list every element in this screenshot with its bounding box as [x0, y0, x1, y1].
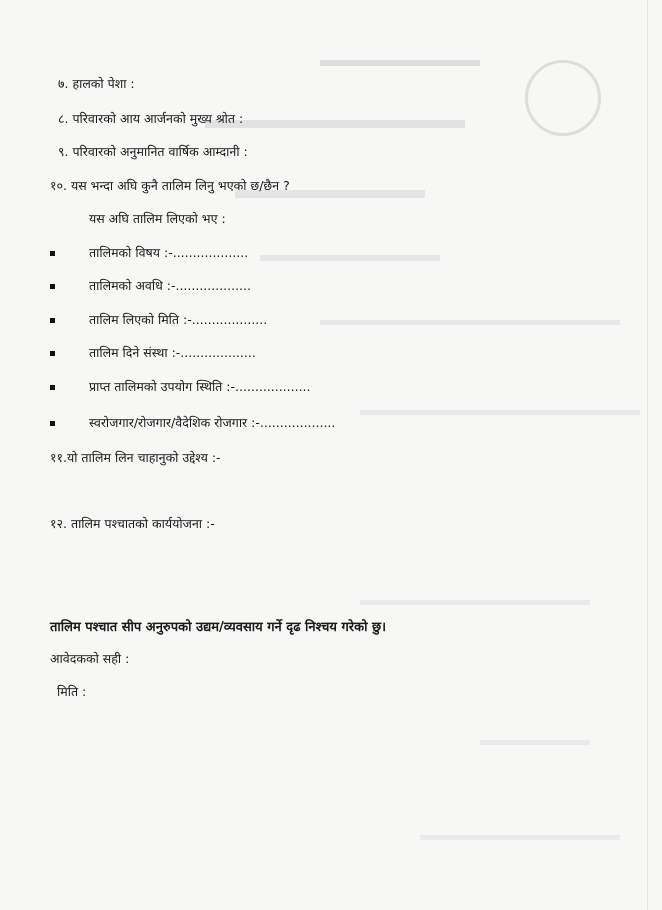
question-11: ११.यो तालिम लिन चाहानुको उद्देश्य :-: [50, 450, 221, 465]
bullet-icon: [50, 421, 55, 426]
show-through-text: [480, 740, 590, 745]
show-through-text: [205, 120, 465, 128]
question-12: १२. तालिम पश्चातको कार्ययोजना :-: [50, 516, 215, 531]
question-10-sub: यस अघि तालिम लिएको भए :: [89, 211, 226, 226]
bullet-icon: [50, 318, 55, 323]
show-through-text: [360, 600, 590, 605]
question-9: ९. परिवारको अनुमानित वार्षिक आम्दानी :: [58, 144, 248, 159]
show-through-text: [320, 60, 480, 66]
declaration: तालिम पश्चात सीप अनुरुपको उद्यम/व्यवसाय गर्ने दृढ निश्चय गरेको छु।: [50, 620, 387, 635]
question-10: १०. यस भन्दा अघि कुनै तालिम लिनु भएको छ/छैन ?: [50, 178, 290, 193]
show-through-text: [420, 835, 620, 840]
show-through-text: [260, 255, 440, 261]
show-through-text: [320, 320, 620, 325]
bullet-icon: [50, 251, 55, 256]
list-item: स्वरोजगार/रोजगार/वैदेशिक रोजगार :-...................: [89, 415, 336, 430]
show-through-text: [360, 410, 640, 415]
list-item: तालिमको विषय :-...................: [89, 245, 249, 260]
question-8: ८. परिवारको आय आर्जनको मुख्य श्रोत :: [58, 111, 244, 126]
date-label: मिति :: [57, 684, 87, 699]
question-7: ७. हालको पेशा :: [58, 76, 135, 91]
list-item: तालिमको अवधि :-...................: [89, 278, 251, 293]
seal-icon: [525, 60, 601, 136]
bullet-icon: [50, 284, 55, 289]
bullet-icon: [50, 351, 55, 356]
page-edge: [647, 0, 648, 910]
list-item: तालिम लिएको मिति :-...................: [89, 312, 268, 327]
list-item: प्राप्त तालिमको उपयोग स्थिति :-...................: [89, 379, 311, 394]
list-item: तालिम दिने संस्था :-...................: [89, 345, 256, 360]
signature-label: आवेदकको सही :: [50, 651, 130, 666]
bullet-icon: [50, 385, 55, 390]
